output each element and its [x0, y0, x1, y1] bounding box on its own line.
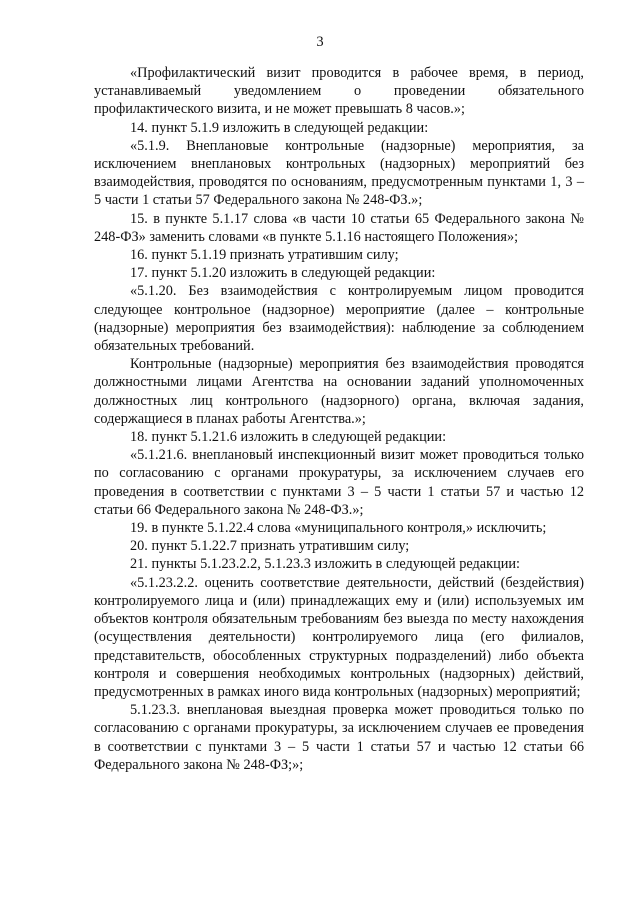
paragraph-item-18: 18. пункт 5.1.21.6 изложить в следующей редакции: [130, 429, 447, 446]
paragraph-clause-5-1-21-6: «5.1.21.6. внеплановый инспекционный визит может проводиться только по согласованию с органами прокуратуры, за исключением случаев его проведения в соответствии с пунктами 3 – 5 части 1 статьи 57 и частью 12 статьи 66 Федерального закона № 248-ФЗ.»; [94, 447, 584, 518]
paragraph-clause-5-1-23-2-2: «5.1.23.2.2. оценить соответствие деятельности, действий (бездействия) контролируемого лица и (или) принадлежащих ему и (или) используемых им объектов контроля обязательным требованиям без выезда по месту нахождения (осуществления деятельности) контролируемого лица (его филиалов, представительств, обособленных структурных подразделений) либо объекта контроля и совершения необходимых контрольных (надзорных) действий, предусмотренных в рамках иного вида контрольных (надзорных) мероприятий; [94, 574, 584, 700]
paragraph-item-17: 17. пункт 5.1.20 изложить в следующей редакции: [130, 265, 436, 282]
paragraph-clause-5-1-23-3: 5.1.23.3. внеплановая выездная проверка может проводиться только по согласованию с органами прокуратуры, за исключением случаев ее проведения в соответствии с пунктами 3 – 5 части 1 статьи 57 и частью 12 статьи 66 Федерального закона № 248-ФЗ;»; [94, 702, 584, 773]
paragraph-item-20: 20. пункт 5.1.22.7 признать утратившим силу; [130, 538, 410, 555]
paragraph-item-14: 14. пункт 5.1.9 изложить в следующей редакции: [130, 119, 429, 136]
paragraph-clause-5-1-20: «5.1.20. Без взаимодействия с контролируемым лицом проводится следующее контрольное (надзорное) мероприятие (далее – контрольные (надзорные) мероприятия без взаимодействия): наблюдение за соблюдением обязательных требований. [94, 283, 584, 355]
paragraph-clause-5-1-20-continued: Контрольные (надзорные) мероприятия без взаимодействия проводятся должностными лицами Агентства на основании заданий уполномоченных должностных лиц контрольного (надзорного) органа, включая задания, содержащиеся в планах работы Агентства.»; [94, 356, 584, 427]
paragraph-item-21: 21. пункты 5.1.23.2.2, 5.1.23.3 изложить в следующей редакции: [130, 556, 520, 573]
paragraph-clause-5-1-9: «5.1.9. Внеплановые контрольные (надзорные) мероприятия, за исключением внеплановых контрольных (надзорных) мероприятий без взаимодействия, проводятся по основаниям, предусмотренным пунктами 1, 3 – 5 части 1 статьи 57 Федерального закона № 248-ФЗ.»; [94, 137, 584, 209]
paragraph-item-19: 19. в пункте 5.1.22.4 слова «муниципального контроля,» исключить; [130, 520, 547, 537]
page-number: 3 [316, 34, 324, 50]
document-body [94, 64, 584, 774]
paragraph-item-15: 15. в пункте 5.1.17 слова «в части 10 статьи 65 Федерального закона № 248-ФЗ» заменить словами «в пункте 5.1.16 настоящего Положения»; [94, 210, 584, 245]
paragraph-item-16: 16. пункт 5.1.19 признать утратившим силу; [130, 247, 399, 264]
paragraph-profilactic-visit-end: «Профилактический визит проводится в рабочее время, в период, устанавливаемый уведомлением о проведении обязательного профилактического визита, и не может превышать 8 часов.»; [94, 65, 584, 118]
